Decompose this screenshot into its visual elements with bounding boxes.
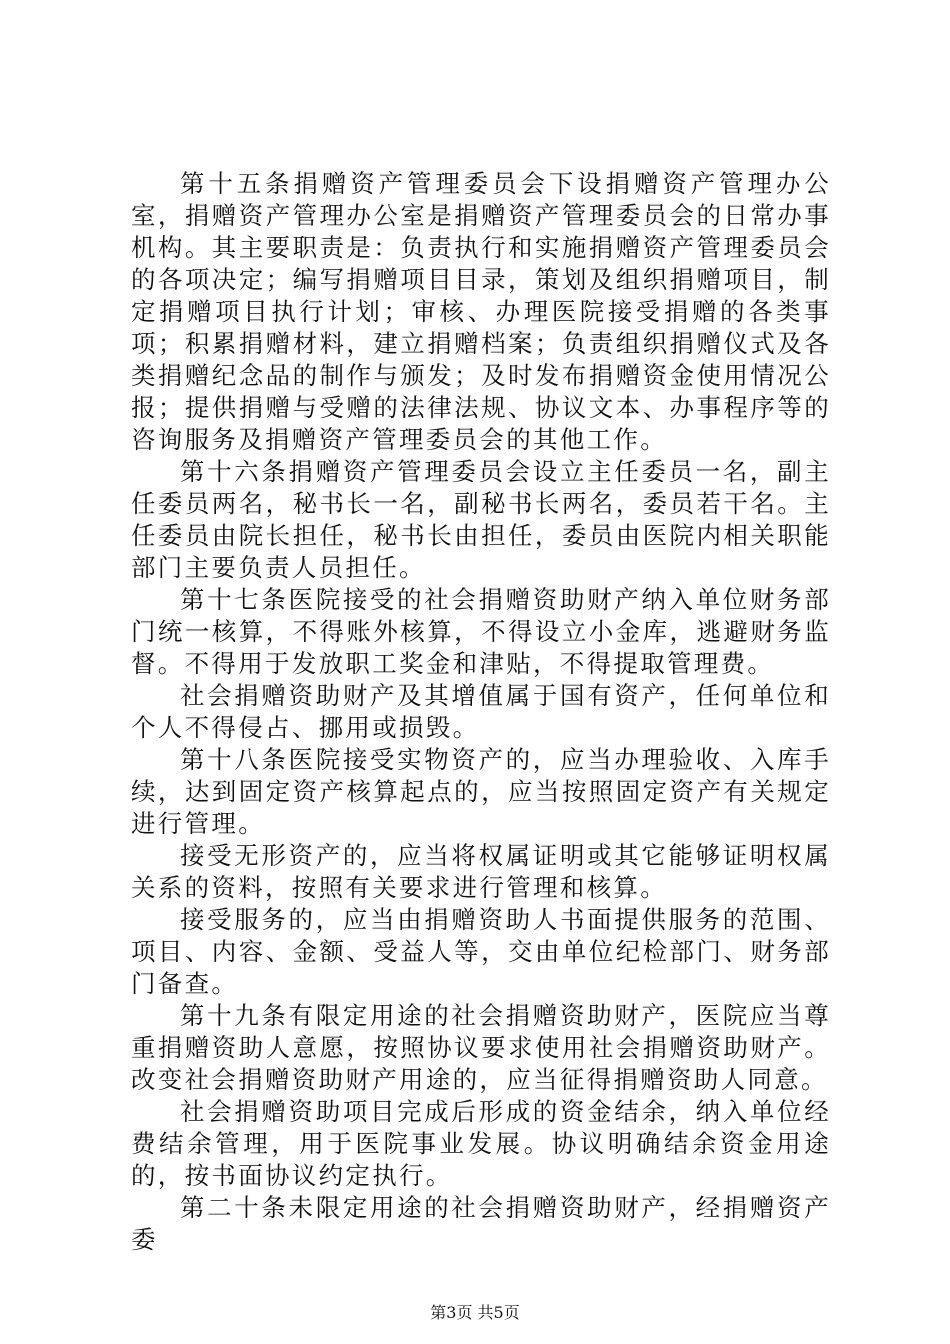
paragraph-article-20: 第二十条未限定用途的社会捐赠资助财产，经捐赠资产委 <box>131 1193 831 1254</box>
paragraph-surplus-funds: 社会捐赠资助项目完成后形成的资金结余，纳入单位经费结余管理，用于医院事业发展。协议明确结余资金用途的，按书面协议约定执行。 <box>131 1097 831 1190</box>
paragraph-intangible-assets: 接受无形资产的，应当将权属证明或其它能够证明权属关系的资料，按照有关要求进行管理和核算。 <box>131 841 831 902</box>
paragraph-article-16: 第十六条捐赠资产管理委员会设立主任委员一名，副主任委员两名，秘书长一名，副秘书长两名，委员若干名。主任委员由院长担任，秘书长由担任，委员由医院内相关职能部门主要负责人员担任。 <box>131 457 831 582</box>
paragraph-article-17: 第十七条医院接受的社会捐赠资助财产纳入单位财务部门统一核算，不得账外核算，不得设立小金库，逃避财务监督。不得用于发放职工奖金和津贴，不得提取管理费。 <box>131 585 831 678</box>
paragraph-article-18: 第十八条医院接受实物资产的，应当办理验收、入库手续，达到固定资产核算起点的，应当按照固定资产有关规定进行管理。 <box>131 745 831 838</box>
page-footer: 第3页 共5页 <box>430 1303 520 1322</box>
paragraph-article-19: 第十九条有限定用途的社会捐赠资助财产，医院应当尊重捐赠资助人意愿，按照协议要求使用社会捐赠资助财产。改变社会捐赠资助财产用途的，应当征得捐赠资助人同意。 <box>131 1001 831 1094</box>
paragraph-state-assets: 社会捐赠资助财产及其增值属于国有资产，任何单位和个人不得侵占、挪用或损毁。 <box>131 681 831 742</box>
paragraph-article-15: 第十五条捐赠资产管理委员会下设捐赠资产管理办公室，捐赠资产管理办公室是捐赠资产管理委员会的日常办事机构。其主要职责是：负责执行和实施捐赠资产管理委员会的各项决定；编写捐赠项目目录，策划及组织捐赠项目，制定捐赠项目执行计划；审核、办理医院接受捐赠的各类事项；积累捐赠材料，建立捐赠档案；负责组织捐赠仪式及各类捐赠纪念品的制作与颁发；及时发布捐赠资金使用情况公报；提供捐赠与受赠的法律法规、协议文本、办事程序等的咨询服务及捐赠资产管理委员会的其他工作。 <box>131 169 831 454</box>
document-body <box>131 168 831 1256</box>
paragraph-services: 接受服务的，应当由捐赠资助人书面提供服务的范围、项目、内容、金额、受益人等，交由单位纪检部门、财务部门备查。 <box>131 905 831 998</box>
